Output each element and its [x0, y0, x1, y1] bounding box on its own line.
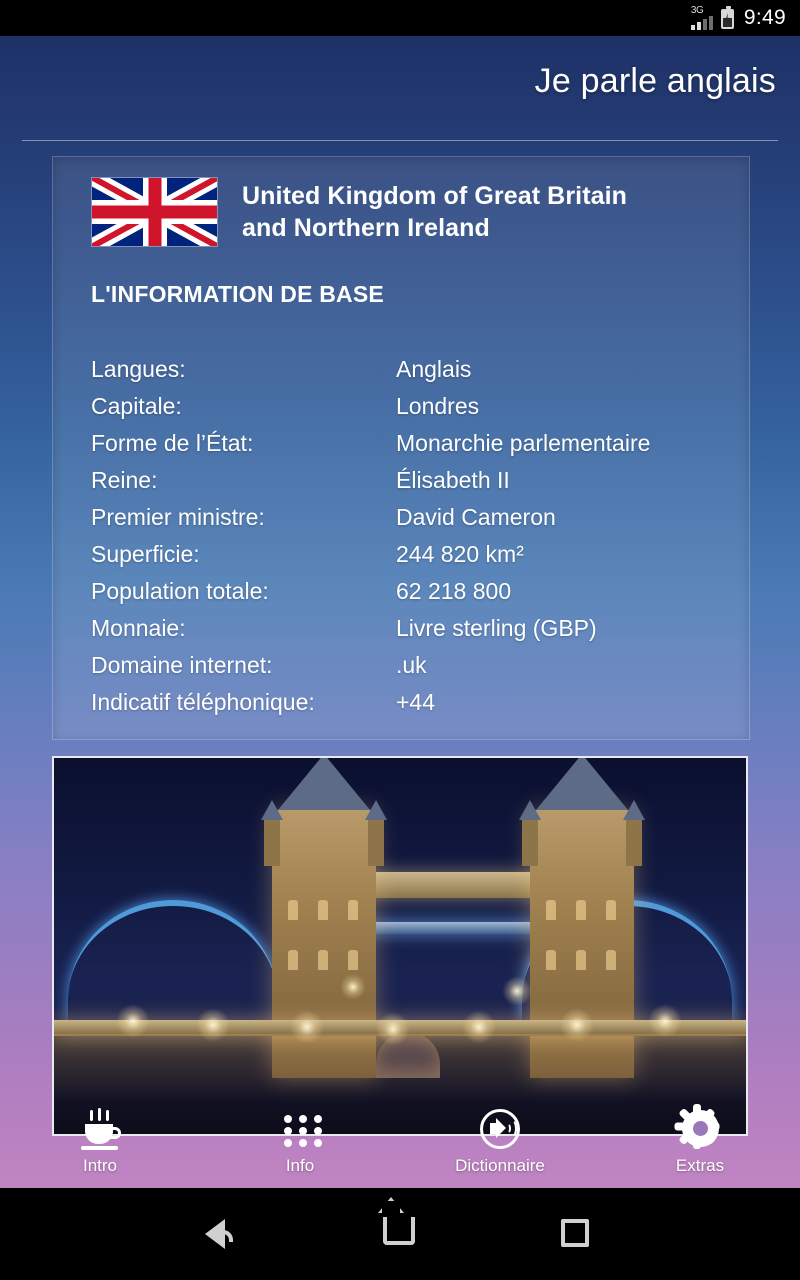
light-glow	[116, 1004, 150, 1038]
fact-value: Livre sterling (GBP)	[396, 615, 597, 641]
fact-value: David Cameron	[396, 504, 556, 530]
back-icon[interactable]	[201, 1211, 247, 1257]
fact-value: +44	[396, 689, 436, 715]
fact-value: 62 218 800	[396, 578, 512, 604]
country-name-line2: and Northern Ireland	[242, 214, 490, 242]
battery-icon	[721, 9, 734, 29]
page-title: Je parle anglais	[534, 62, 776, 100]
fact-key: Indicatif téléphonique:	[91, 689, 315, 715]
fact-key: Population totale:	[91, 578, 269, 604]
status-icons	[691, 6, 786, 30]
facts-table	[91, 356, 650, 726]
light-glow	[340, 974, 366, 1000]
home-icon[interactable]	[377, 1211, 423, 1257]
fact-value: Monarchie parlementaire	[396, 430, 651, 456]
section-title: L'INFORMATION DE BASE	[91, 281, 384, 307]
tab-label-extras: Extras	[675, 1156, 725, 1175]
grid-dots-icon	[277, 1108, 323, 1150]
table-row	[91, 356, 650, 393]
union-jack-flag-icon	[91, 177, 218, 247]
tab-extras[interactable]	[600, 1096, 800, 1188]
table-row	[91, 578, 650, 615]
fact-key: Forme de l’État:	[91, 430, 254, 456]
fact-key: Capitale:	[91, 393, 182, 419]
fact-value: Anglais	[396, 356, 472, 382]
light-glow	[648, 1004, 682, 1038]
table-row	[91, 504, 650, 541]
fact-key: Superficie:	[91, 541, 200, 567]
tab-label-dictionnaire: Dictionnaire	[455, 1156, 545, 1175]
fact-value: 244 820 km²	[396, 541, 524, 567]
status-clock: 9:49	[743, 6, 786, 29]
fact-key: Langues:	[91, 356, 186, 382]
signal-bars	[691, 14, 713, 30]
country-name-line1: United Kingdom of Great Britain	[242, 182, 628, 210]
fact-key: Premier ministre:	[91, 504, 265, 530]
tab-label-info: Info	[285, 1156, 315, 1175]
fact-key: Monnaie:	[91, 615, 186, 641]
coffee-cup-icon	[77, 1108, 123, 1150]
fact-key: Domaine internet:	[91, 652, 273, 678]
country-header	[53, 157, 749, 247]
light-glow	[502, 976, 532, 1006]
table-row	[91, 652, 650, 689]
table-row	[91, 393, 650, 430]
fact-value: .uk	[396, 652, 427, 678]
tab-label-intro: Intro	[82, 1156, 118, 1175]
fact-key: Reine:	[91, 467, 158, 493]
tower-bridge-photo	[52, 756, 748, 1136]
table-row	[91, 689, 650, 726]
bottom-tab-bar	[0, 1096, 800, 1188]
table-row	[91, 615, 650, 652]
network-type-label: 3G	[690, 5, 704, 16]
gear-icon	[677, 1108, 723, 1150]
signal-icon	[690, 5, 713, 30]
android-nav-bar	[0, 1188, 800, 1280]
tab-info[interactable]	[200, 1096, 400, 1188]
android-status-bar	[0, 0, 800, 36]
table-row	[91, 430, 650, 467]
speaker-icon	[477, 1108, 523, 1150]
country-name	[242, 180, 627, 244]
country-info-card	[52, 156, 750, 740]
fact-value: Élisabeth II	[396, 467, 510, 493]
tab-intro[interactable]	[0, 1096, 200, 1188]
recents-icon[interactable]	[553, 1211, 599, 1257]
table-row	[91, 467, 650, 504]
table-row	[91, 541, 650, 578]
header-divider	[22, 140, 778, 141]
tab-dictionnaire[interactable]	[400, 1096, 600, 1188]
fact-value: Londres	[396, 393, 480, 419]
